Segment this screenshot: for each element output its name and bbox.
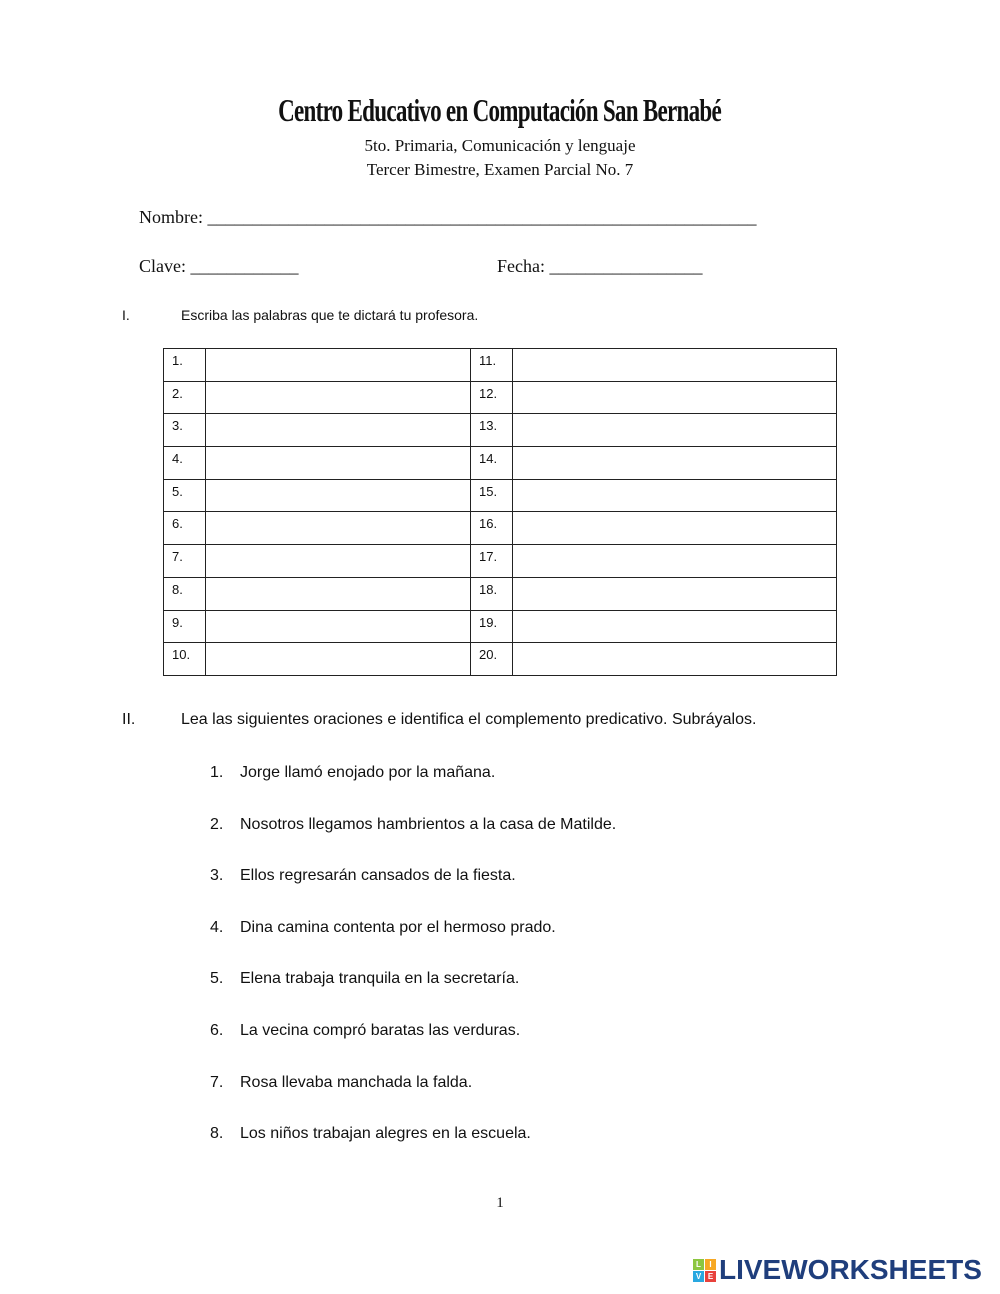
section1-instruction: Escriba las palabras que te dictará tu profesora. [181, 307, 479, 323]
sentence-number: 3. [210, 867, 224, 885]
table-row [164, 610, 837, 643]
item-number: 15. [471, 479, 513, 512]
answer-cell[interactable] [206, 643, 471, 676]
school-title [0, 92, 1000, 129]
sentence-text[interactable]: Los niños trabajan alegres en la escuela. [240, 1125, 531, 1143]
item-number: 5. [164, 479, 206, 512]
course-subtitle: 5to. Primaria, Comunicación y lenguaje [364, 136, 636, 155]
clave-label: Clave: [139, 256, 186, 276]
page-number: 1 [496, 1195, 504, 1211]
item-number: 16. [471, 512, 513, 545]
item-number: 8. [164, 577, 206, 610]
answer-cell[interactable] [206, 349, 471, 382]
table-row [164, 381, 837, 414]
item-number: 12. [471, 381, 513, 414]
sentence-number: 8. [210, 1125, 224, 1143]
logo-tile: E [705, 1271, 716, 1282]
section2-instruction: Lea las siguientes oraciones e identifica el complemento predicativo. Subráyalos. [181, 711, 757, 728]
item-number: 7. [164, 545, 206, 578]
exam-subtitle: Tercer Bimestre, Examen Parcial No. 7 [366, 160, 634, 179]
school-title-text: Centro Educativo en Computación San Bernabé [278, 92, 722, 128]
answer-cell[interactable] [206, 479, 471, 512]
section2-numeral: II. [122, 711, 136, 728]
sentence-text[interactable]: Ellos regresarán cansados de la fiesta. [240, 867, 516, 885]
sentence-text[interactable]: Dina camina contenta por el hermoso prado. [240, 918, 556, 936]
logo-tile: V [693, 1271, 704, 1282]
item-number: 10. [164, 643, 206, 676]
sentence-number: 7. [210, 1073, 224, 1091]
answer-cell[interactable] [206, 447, 471, 480]
answer-cell[interactable] [513, 577, 837, 610]
table-row [164, 643, 837, 676]
table-row [164, 414, 837, 447]
nombre-line[interactable]: _____________________________________________________________ [207, 207, 757, 227]
sentence-number: 5. [210, 970, 224, 988]
item-number: 13. [471, 414, 513, 447]
answer-cell[interactable] [513, 643, 837, 676]
answer-cell[interactable] [206, 414, 471, 447]
logo-text: LIVEWORKSHEETS [719, 1254, 982, 1285]
answer-cell[interactable] [513, 381, 837, 414]
table-row [164, 512, 837, 545]
logo-tiles-icon [693, 1259, 716, 1282]
sentence-text[interactable]: Nosotros llegamos hambrientos a la casa de Matilde. [240, 815, 617, 833]
clave-line[interactable]: ____________ [190, 256, 299, 276]
item-number: 9. [164, 610, 206, 643]
answer-cell[interactable] [513, 512, 837, 545]
item-number: 6. [164, 512, 206, 545]
answer-cell[interactable] [513, 414, 837, 447]
table-row [164, 349, 837, 382]
item-number: 20. [471, 643, 513, 676]
section1-numeral: I. [122, 307, 130, 323]
answer-cell[interactable] [206, 512, 471, 545]
fecha-label: Fecha: [497, 256, 545, 276]
item-number: 3. [164, 414, 206, 447]
answer-cell[interactable] [206, 381, 471, 414]
sentence-text[interactable]: Rosa llevaba manchada la falda. [240, 1073, 473, 1091]
item-number: 17. [471, 545, 513, 578]
dictation-table [163, 348, 837, 676]
table-row [164, 479, 837, 512]
sentence-number: 4. [210, 918, 224, 936]
table-row [164, 577, 837, 610]
answer-cell[interactable] [513, 479, 837, 512]
answer-cell[interactable] [513, 545, 837, 578]
logo-tile: I [705, 1259, 716, 1270]
sentence-text[interactable]: Elena trabaja tranquila en la secretaría. [240, 970, 520, 988]
answer-cell[interactable] [513, 610, 837, 643]
fecha-line[interactable]: _________________ [549, 256, 703, 276]
clave-field[interactable] [139, 256, 299, 277]
item-number: 11. [471, 349, 513, 382]
sentence-number: 6. [210, 1022, 224, 1039]
answer-cell[interactable] [206, 577, 471, 610]
answer-cell[interactable] [513, 447, 837, 480]
nombre-label: Nombre: [139, 207, 203, 227]
item-number: 4. [164, 447, 206, 480]
table-row [164, 545, 837, 578]
item-number: 1. [164, 349, 206, 382]
item-number: 18. [471, 577, 513, 610]
answer-cell[interactable] [206, 545, 471, 578]
nombre-field[interactable] [139, 207, 756, 228]
sentence-number: 1. [210, 764, 224, 781]
logo-tile: L [693, 1259, 704, 1270]
answer-cell[interactable] [206, 610, 471, 643]
table-row [164, 447, 837, 480]
sentence-text[interactable]: Jorge llamó enojado por la mañana. [240, 764, 496, 781]
item-number: 14. [471, 447, 513, 480]
answer-cell[interactable] [513, 349, 837, 382]
sentence-text[interactable]: La vecina compró baratas las verduras. [240, 1022, 521, 1039]
item-number: 2. [164, 381, 206, 414]
item-number: 19. [471, 610, 513, 643]
liveworksheets-logo [693, 1254, 982, 1286]
fecha-field[interactable] [497, 256, 702, 277]
sentence-number: 2. [210, 815, 224, 833]
